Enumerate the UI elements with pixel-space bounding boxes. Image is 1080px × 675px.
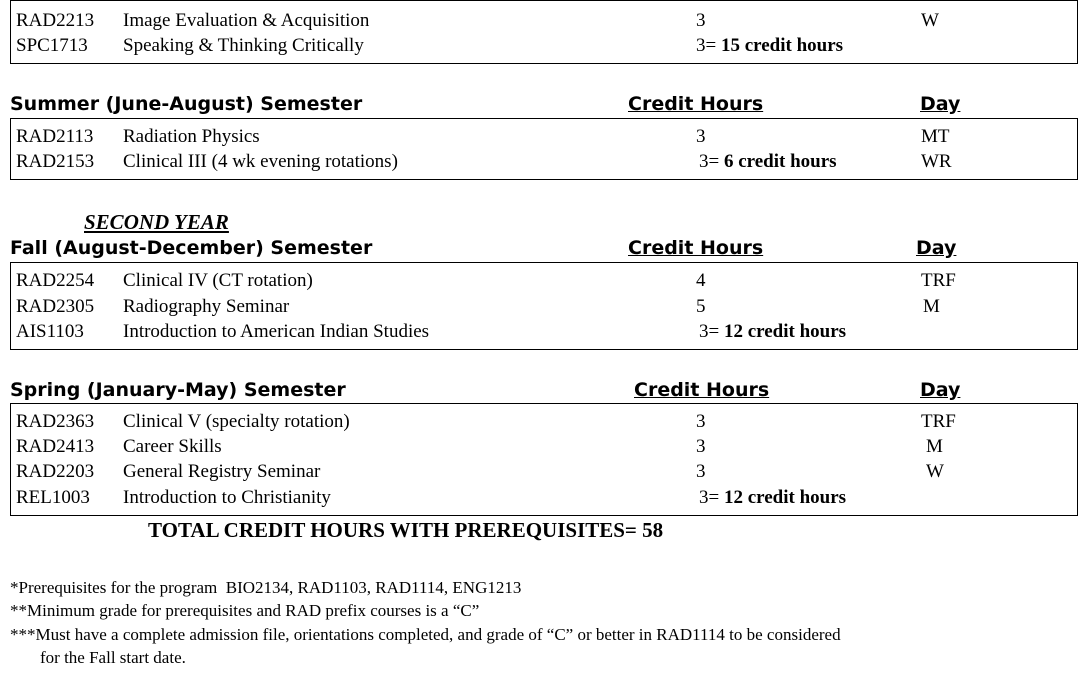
course-day: TRF: [921, 411, 956, 432]
course-title: General Registry Seminar: [123, 461, 321, 482]
footnote-minimum-grade: **Minimum grade for prerequisites and RAD prefix courses is a “C”: [10, 601, 480, 620]
semester-total: 15 credit hours: [720, 35, 844, 56]
semester-total: 12 credit hours: [723, 487, 847, 508]
semester-total: 6 credit hours: [723, 151, 837, 172]
first-year-spring-table: [10, 0, 1078, 64]
course-title: Introduction to Christianity: [123, 487, 331, 508]
course-title: Speaking & Thinking Critically: [123, 35, 364, 56]
table-row: [11, 268, 1077, 293]
course-code: RAD2203: [16, 461, 95, 482]
course-title: Clinical V (specialty rotation): [123, 411, 350, 432]
semester-total: 12 credit hours: [723, 321, 847, 342]
day-column-header: Day: [920, 93, 961, 115]
day-column-header: Day: [920, 379, 961, 401]
table-row: [11, 33, 1077, 58]
credit-hours-total: 3= 6 credit hours: [699, 151, 837, 172]
second-year-heading: SECOND YEAR: [84, 210, 229, 234]
course-day: TRF: [921, 270, 956, 291]
footnote-prerequisites: *Prerequisites for the program BIO2134, RAD1103, RAD1114, ENG1213: [10, 578, 522, 597]
table-row: [11, 319, 1077, 344]
credit-hours: 3: [696, 126, 706, 147]
course-title: Introduction to American Indian Studies: [123, 321, 430, 342]
course-title: Clinical III (4 wk evening rotations): [123, 151, 398, 172]
credit-hours-column-header: Credit Hours: [634, 379, 770, 401]
credit-hours-total: 3= 12 credit hours: [699, 321, 847, 342]
course-day: W: [921, 10, 939, 31]
table-row: [11, 124, 1077, 149]
course-code: RAD2254: [16, 270, 95, 291]
credit-hours-total: 3= 12 credit hours: [699, 487, 847, 508]
credit-hours: 5: [696, 296, 706, 317]
course-title: Clinical IV (CT rotation): [123, 270, 313, 291]
course-day: M: [923, 296, 940, 317]
credit-hours: 3: [696, 461, 706, 482]
fall-semester-table: [10, 262, 1078, 350]
course-day: MT: [921, 126, 950, 147]
table-row: [11, 149, 1077, 174]
credit-hours: 3: [696, 436, 706, 457]
credit-hours: 3: [696, 10, 706, 31]
footnote-admission: ***Must have a complete admission file, orientations completed, and grade of “C” or better in RAD1114 to be considered: [10, 625, 841, 644]
course-title: Radiation Physics: [123, 126, 260, 147]
course-code: RAD2305: [16, 296, 95, 317]
course-code: AIS1103: [16, 321, 84, 342]
credit-hours: 3: [696, 411, 706, 432]
credit-hours-total: 3= 15 credit hours: [696, 35, 844, 56]
table-row: [11, 409, 1077, 434]
course-day: M: [926, 436, 943, 457]
summer-semester-table: [10, 118, 1078, 180]
credit-hours: 4: [696, 270, 706, 291]
course-code: SPC1713: [16, 35, 88, 56]
table-row: [11, 294, 1077, 319]
summer-semester-heading: Summer (June-August) Semester: [10, 93, 363, 115]
course-code: RAD2113: [16, 126, 94, 147]
course-title: Image Evaluation & Acquisition: [123, 10, 370, 31]
table-row: [11, 8, 1077, 33]
total-credit-hours: TOTAL CREDIT HOURS WITH PREREQUISITES= 58: [148, 518, 664, 542]
day-column-header: Day: [916, 237, 957, 259]
footnote-admission-continued: for the Fall start date.: [40, 648, 186, 667]
course-code: RAD2413: [16, 436, 95, 457]
table-row: [11, 485, 1077, 510]
course-code: RAD2363: [16, 411, 95, 432]
course-title: Radiography Seminar: [123, 296, 290, 317]
course-code: RAD2153: [16, 151, 95, 172]
course-code: REL1003: [16, 487, 90, 508]
course-code: RAD2213: [16, 10, 95, 31]
course-day: WR: [921, 151, 952, 172]
course-day: W: [926, 461, 944, 482]
fall-semester-heading: Fall (August-December) Semester: [10, 237, 373, 259]
credit-hours-column-header: Credit Hours: [628, 237, 764, 259]
spring-semester-table: [10, 403, 1078, 516]
spring-semester-heading: Spring (January-May) Semester: [10, 379, 346, 401]
credit-hours-column-header: Credit Hours: [628, 93, 764, 115]
course-title: Career Skills: [123, 436, 222, 457]
table-row: [11, 459, 1077, 484]
table-row: [11, 434, 1077, 459]
